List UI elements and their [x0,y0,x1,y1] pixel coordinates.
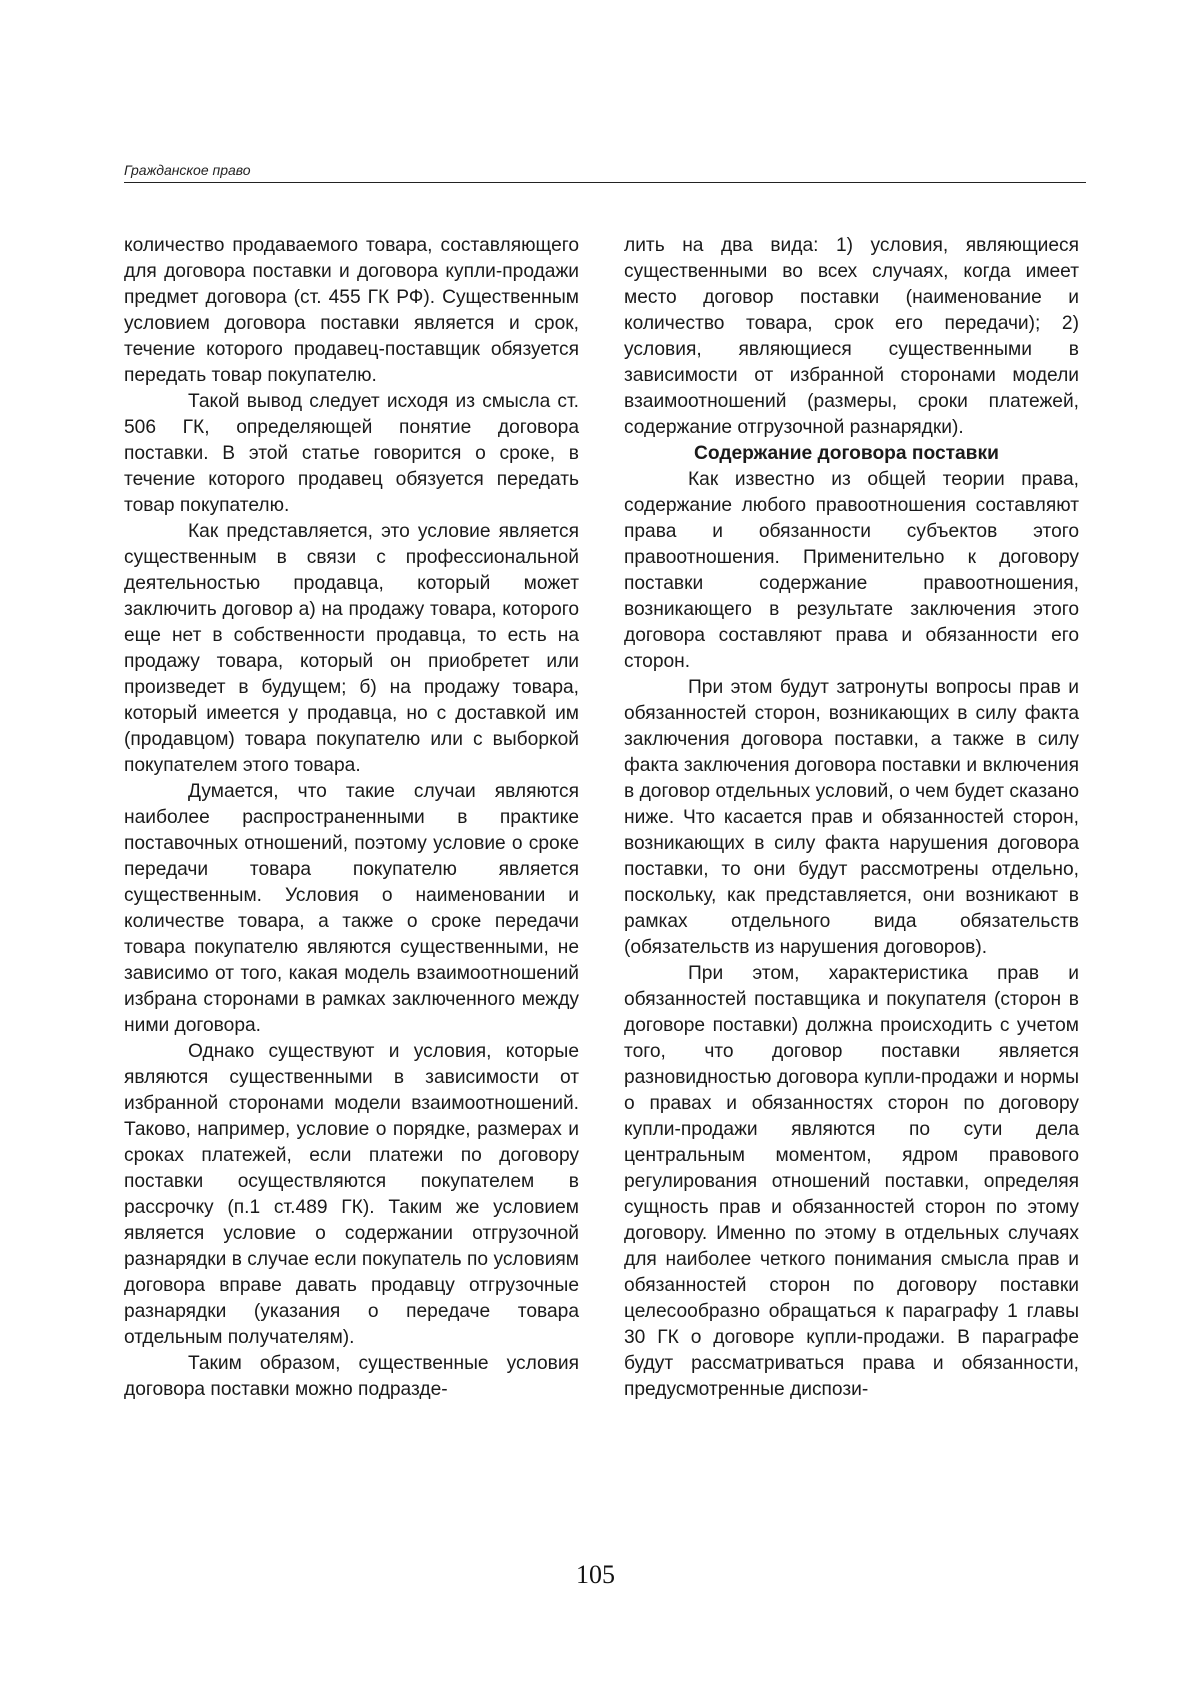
paragraph: Как представляется, это условие является существенным в связи с профессиональной деятельностью продавца, который может заключить договор а) на продажу товара, которого еще нет в собственности продавца, то есть на продажу товара, который он приобретет или произведет в будущем; б) на продажу товара, который имеется у продавца, но с доставкой им (продавцом) товара покупателю или с выборкой покупателем этого товара. [124,521,579,776]
running-title: Гражданское право [124,162,251,178]
section-heading: Содержание договора поставки [694,443,999,464]
left-column [124,233,579,1403]
paragraph: Думается, что такие случаи являются наиболее распространенными в практике поставочных отношений, поэтому условие о сроке передачи товара покупателю является существенным. Условия о наименовании и количестве товара, а также о сроке передачи товара покупателю являются существенными, не зависимо от того, какая модель взаимоотношений избрана сторонами в рамках заключенного между ними договора. [124,781,579,1036]
paragraph: Такой вывод следует исходя из смысла ст. 506 ГК, определяющей понятие договора поставки. В этой статье говорится о сроке, в течение которого продавец обязуется передать товар покупателю. [124,391,579,516]
paragraph: Однако существуют и условия, которые являются существенными в зависимости от избранной сторонами модели взаимоотношений. Таково, например, условие о порядке, размерах и сроках платежей, если платежи по договору поставки осуществляются покупателем в рассрочку (п.1 ст.489 ГК). Таким же условием является условие о содержании отгрузочной разнарядки в случае если покупатель по условиям договора вправе давать продавцу отгрузочные разнарядки (указания о передаче товара отдельным получателям). [124,1041,579,1348]
right-column [624,233,1079,1403]
paragraph: Таким образом, существенные условия договора поставки можно подразде- [124,1353,579,1400]
page-number: 105 [576,1560,615,1589]
paragraph: лить на два вида: 1) условия, являющиеся существенными во всех случаях, когда имеет место договор поставки (наименование и количество товара, срок его передачи); 2) условия, являющиеся существенными в зависимости от избранной сторонами модели взаимоотношений (размеры, сроки платежей, содержание отгрузочной разнарядки). [624,235,1079,438]
paragraph: количество продаваемого товара, составляющего для договора поставки и договора купли-продажи предмет договора (ст. 455 ГК РФ). Существенным условием договора поставки является и срок, течение которого продавец-поставщик обязуется передать товар покупателю. [124,235,579,386]
paragraph: При этом будут затронуты вопросы прав и обязанностей сторон, возникающих в силу факта заключения договора поставки, а также в силу факта заключения договора поставки и включения в договор отдельных условий, о чем будет сказано ниже. Что касается прав и обязанностей сторон, возникающих в силу факта нарушения договора поставки, то они будут рассмотрены отдельно, поскольку, как представляется, они возникают в рамках отдельного вида обязательств (обязательств из нарушения договоров). [624,677,1079,958]
header-rule [124,182,1086,183]
paragraph: При этом, характеристика прав и обязанностей поставщика и покупателя (сторон в договоре поставки) должна происходить с учетом того, что договор поставки является разновидностью договора купли-продажи и нормы о правах и обязанностях сторон по договору купли-продажи являются по сути дела центральным моментом, ядром правового регулирования отношений поставки, определяя сущность прав и обязанностей сторон по этому договору. Именно по этому в отдельных случаях для наиболее четкого понимания смысла прав и обязанностей сторон по договору поставки целесообразно обращаться к параграфу 1 главы 30 ГК о договоре купли-продажи. В параграфе будут рассматриваться права и обязанности, предусмотренные диспози- [624,963,1079,1400]
paragraph: Как известно из общей теории права, содержание любого правоотношения составляют права и обязанности субъектов этого правоотношения. Применительно к договору поставки содержание правоотношения, возникающего в результате заключения этого договора составляют права и обязанности его сторон. [624,469,1079,672]
